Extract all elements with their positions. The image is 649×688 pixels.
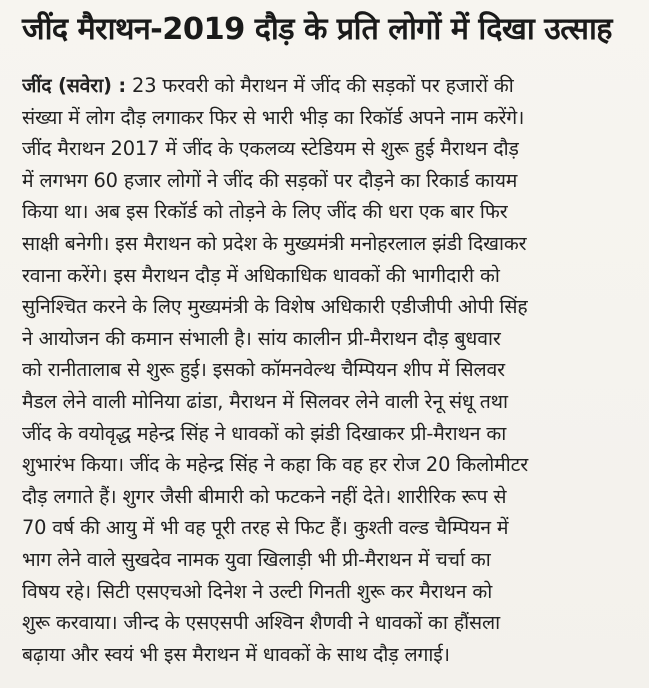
article-line: शुभारंभ किया। जींद के महेन्द्र सिंह ने कहा कि वह हर रोज 20 किलोमीटर [22, 453, 528, 477]
article-line: शुरू करवाया। जीन्द के एसएसपी अश्विन शैणवी ने धावकों का हौंसला [22, 611, 500, 635]
article-line: सुनिश्चित करने के लिए मुख्यमंत्री के विशेष अधिकारी एडीजीपी ओपी सिंह [22, 295, 528, 319]
article-line: रवाना करेंगे। इस मैराथन दौड़ में अधिकाधिक धावकों की भागीदारी को [22, 263, 500, 287]
article-line: में लगभग 60 हजार लोगों ने जींद की सड़कों पर दौड़ने का रिकार्ड कायम [22, 168, 518, 192]
article-line: दौड़ लगाते हैं। शुगर जैसी बीमारी को फटकने नहीं देते। शारीरिक रूप से [22, 484, 507, 508]
article-line: विषय रहे। सिटी एसएचओ दिनेश ने उल्टी गिनती शुरू कर मैराथन को [22, 579, 493, 603]
article-line: संख्या में लोग दौड़ लगाकर फिर से भारी भीड़ का रिकॉर्ड अपने नाम करेंगे। [22, 105, 525, 129]
article-dateline: जींद (सवेरा) : [22, 74, 127, 97]
article-line: साक्षी बनेगी। इस मैराथन को प्रदेश के मुख्यमंत्री मनोहरलाल झंडी दिखाकर [22, 231, 527, 255]
article-line-text: 23 फरवरी को मैराथन में जींद की सड़कों पर हजारों की [126, 74, 514, 97]
article-line: किया था। अब इस रिकॉर्ड को तोड़ने के लिए जींद की धरा एक बार फिर [22, 200, 508, 224]
article-line [22, 70, 629, 102]
article-line: को रानीतालाब से शुरू हुई। इसको कॉमनवेल्थ चैम्पियन शीप में सिलवर [22, 358, 505, 382]
article-line: जींद के वयोवृद्ध महेन्द्र सिंह ने धावकों को झंडी दिखाकर प्री-मैराथन का [22, 421, 507, 445]
article-line: जींद मैराथन 2017 में जींद के एकलव्य स्टेडियम से शुरू हुई मैराथन दौड़ [22, 137, 519, 161]
article-line: मैडल लेने वाली मोनिया ढांडा, मैराथन में सिलवर लेने वाली रेनू संधू तथा [22, 389, 508, 413]
article-line: भाग लेने वाले सुखदेव नामक युवा खिलाड़ी भी प्री-मैराथन में चर्चा का [22, 547, 491, 571]
article-line: 70 वर्ष की आयु में भी वह पूरी तरह से फिट हैं। कुश्ती वल्ड चैम्पियन में [22, 516, 509, 540]
article-headline: जींद मैराथन-2019 दौड़ के प्रति लोगों में दिखा उत्साह [22, 12, 612, 47]
article-body [22, 70, 629, 670]
article-line: बढ़ाया और स्वयं भी इस मैराथन में धावकों के साथ दौड़ लगाई। [22, 642, 450, 666]
article-line: ने आयोजन की कमान संभाली है। सांय कालीन प्री-मैराथन दौड़ बुधवार [22, 326, 501, 350]
